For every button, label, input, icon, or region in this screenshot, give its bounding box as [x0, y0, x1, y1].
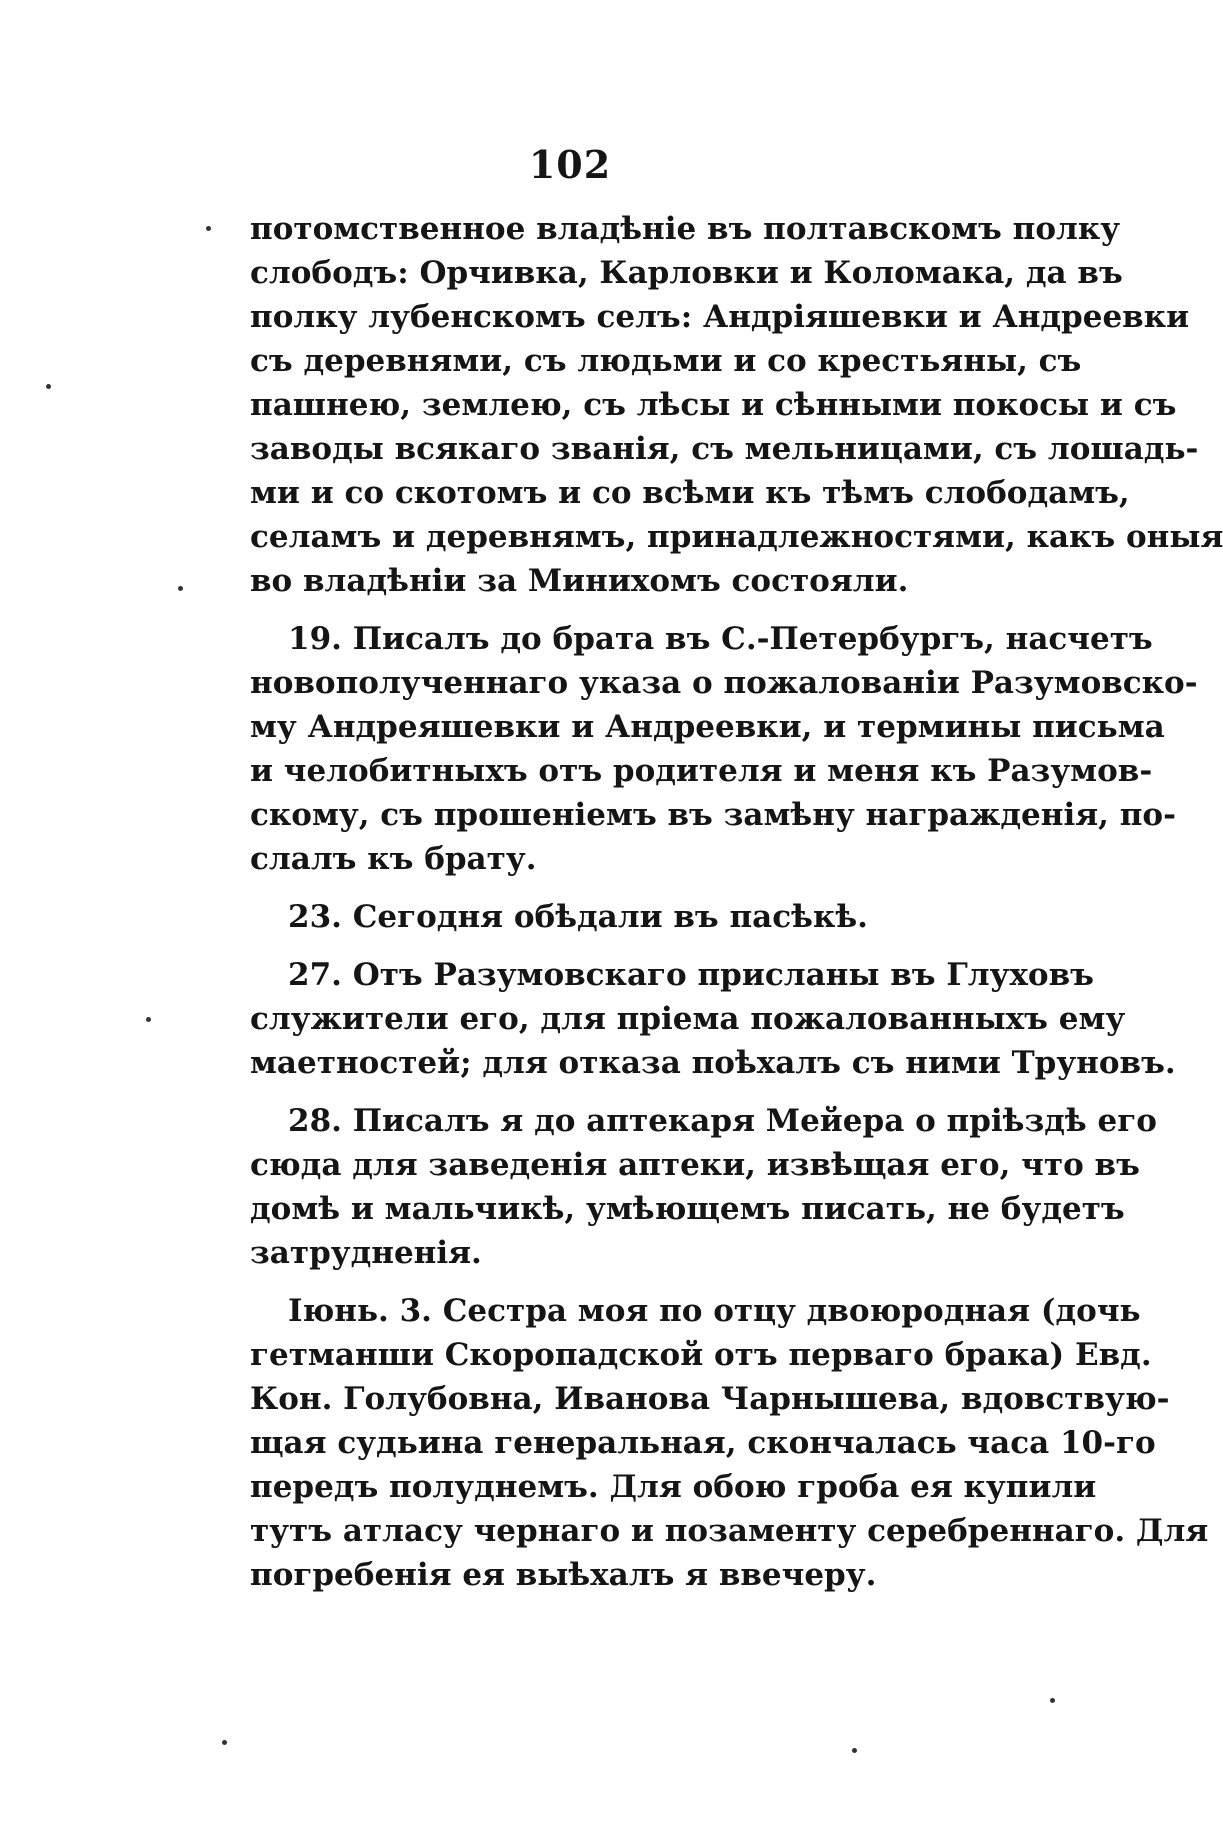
paragraph-3: [250, 895, 1055, 939]
text-line: заводы всякаго званія, съ мельницами, съ лошадь-: [250, 431, 1199, 467]
paragraph-5: [250, 1099, 1157, 1275]
text-line: сюда для заведенія аптеки, извѣщая его, что въ: [250, 1147, 1140, 1183]
text-line: съ деревнями, съ людьми и со крестьяны, съ: [250, 343, 1082, 379]
text-line: 28. Писалъ я до аптекаря Мейера о пріѣздѣ его: [288, 1103, 1157, 1139]
paragraph-1: [250, 207, 1223, 603]
text-line: и челобитныхъ отъ родителя и меня къ Разумов-: [250, 753, 1153, 789]
paragraph-6: [250, 1289, 1209, 1597]
text-line: му Андреяшевки и Андреевки, и термины письма: [250, 709, 1165, 745]
text-line: погребенія ея выѣхалъ я ввечеру.: [250, 1557, 877, 1593]
text-line: ми и со скотомъ и со всѣми къ тѣмъ слободамъ,: [250, 475, 1130, 511]
text-line: маетностей; для отказа поѣхалъ съ ними Труновъ.: [250, 1045, 1176, 1081]
scan-speck: [146, 1017, 151, 1022]
scan-speck: [222, 1740, 227, 1745]
text-line: домѣ и мальчикѣ, умѣющемъ писать, не будетъ: [250, 1191, 1125, 1227]
text-line: затрудненія.: [250, 1235, 482, 1271]
scan-speck: [46, 384, 51, 389]
paragraph-4: [250, 953, 1176, 1085]
text-line: селамъ и деревнямъ, принадлежностями, какъ оныя: [250, 519, 1223, 555]
page-number: 102: [528, 142, 612, 187]
text-line: пашнею, землею, съ лѣсы и сѣнными покосы и съ: [250, 387, 1177, 423]
text-line: 19. Писалъ до брата въ С.-Петербургъ, насчетъ: [288, 621, 1153, 657]
text-line: скому, съ прошеніемъ въ замѣну награжденія, по-: [250, 797, 1176, 833]
text-line: потомственное владѣніе въ полтавскомъ полку: [250, 211, 1121, 247]
text-line: щая судьина генеральная, скончалась часа 10-го: [250, 1425, 1156, 1461]
text-line: во владѣніи за Минихомъ состояли.: [250, 563, 909, 599]
text-line: Іюнь. 3. Сестра моя по отцу двоюродная (дочь: [288, 1293, 1141, 1329]
text-line: слободъ: Орчивка, Карловки и Коломака, да въ: [250, 255, 1123, 291]
scan-speck: [178, 586, 183, 591]
scan-speck: [1050, 1698, 1055, 1703]
text-line: 27. Отъ Разумовскаго присланы въ Глуховъ: [288, 957, 1094, 993]
paragraph-2: [250, 617, 1198, 881]
text-line: полку лубенскомъ селъ: Андріяшевки и Андреевки: [250, 299, 1190, 335]
body-text: [250, 207, 1223, 1611]
text-line: передъ полуднемъ. Для обою гроба ея купили: [250, 1469, 1097, 1505]
text-line: служители его, для пріема пожалованныхъ ему: [250, 1001, 1126, 1037]
text-line: 23. Сегодня обѣдали въ пасѣкѣ.: [288, 899, 868, 935]
text-line: новополученнаго указа о пожалованіи Разумовско-: [250, 665, 1198, 701]
text-line: гетманши Скоропадской отъ перваго брака) Евд.: [250, 1337, 1152, 1373]
scan-speck: [206, 226, 211, 231]
scan-speck: [852, 1748, 857, 1753]
text-line: слалъ къ брату.: [250, 841, 537, 877]
text-line: тутъ атласу чернаго и позаменту серебреннаго. Для: [250, 1513, 1209, 1549]
text-line: Кон. Голубовна, Иванова Чарнышева, вдовствую-: [250, 1381, 1170, 1417]
